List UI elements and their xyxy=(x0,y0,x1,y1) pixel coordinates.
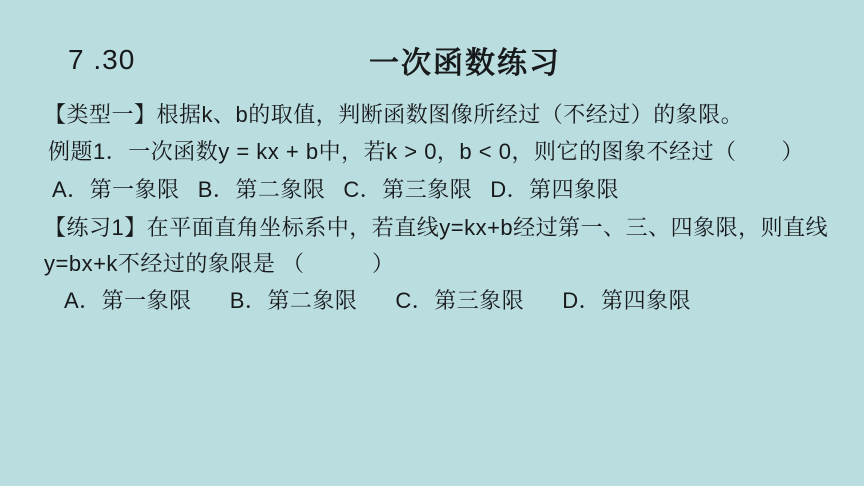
example1-options xyxy=(52,173,619,204)
practice1-option-a: A．第一象限 xyxy=(64,288,192,313)
practice1-question-line1: 【练习1】在平面直角坐标系中，若直线y=kx+b经过第一、三、四象限，则直线 xyxy=(44,215,829,240)
example1-question: 例题1．一次函数y = kx + b中，若k > 0，b < 0，则它的图象不经过（ ） xyxy=(48,139,804,164)
example1-option-d: D．第四象限 xyxy=(490,177,620,202)
page-title: 一次函数练习 xyxy=(369,47,561,80)
practice1-options xyxy=(64,284,691,315)
example1-option-b: B．第二象限 xyxy=(197,177,326,202)
practice1-option-d: D．第四象限 xyxy=(562,288,692,313)
example1-option-a: A．第一象限 xyxy=(52,177,180,202)
practice1-option-b: B．第二象限 xyxy=(229,288,358,313)
date-label: 7 .30 xyxy=(68,44,136,75)
practice1-option-c: C．第三象限 xyxy=(395,288,525,313)
type-one-heading: 【类型一】根据k、b的取值，判断函数图像所经过（不经过）的象限。 xyxy=(44,102,744,127)
practice1-question-line2: y=bx+k不经过的象限是 （ ） xyxy=(44,251,395,276)
example1-option-c: C．第三象限 xyxy=(343,177,473,202)
